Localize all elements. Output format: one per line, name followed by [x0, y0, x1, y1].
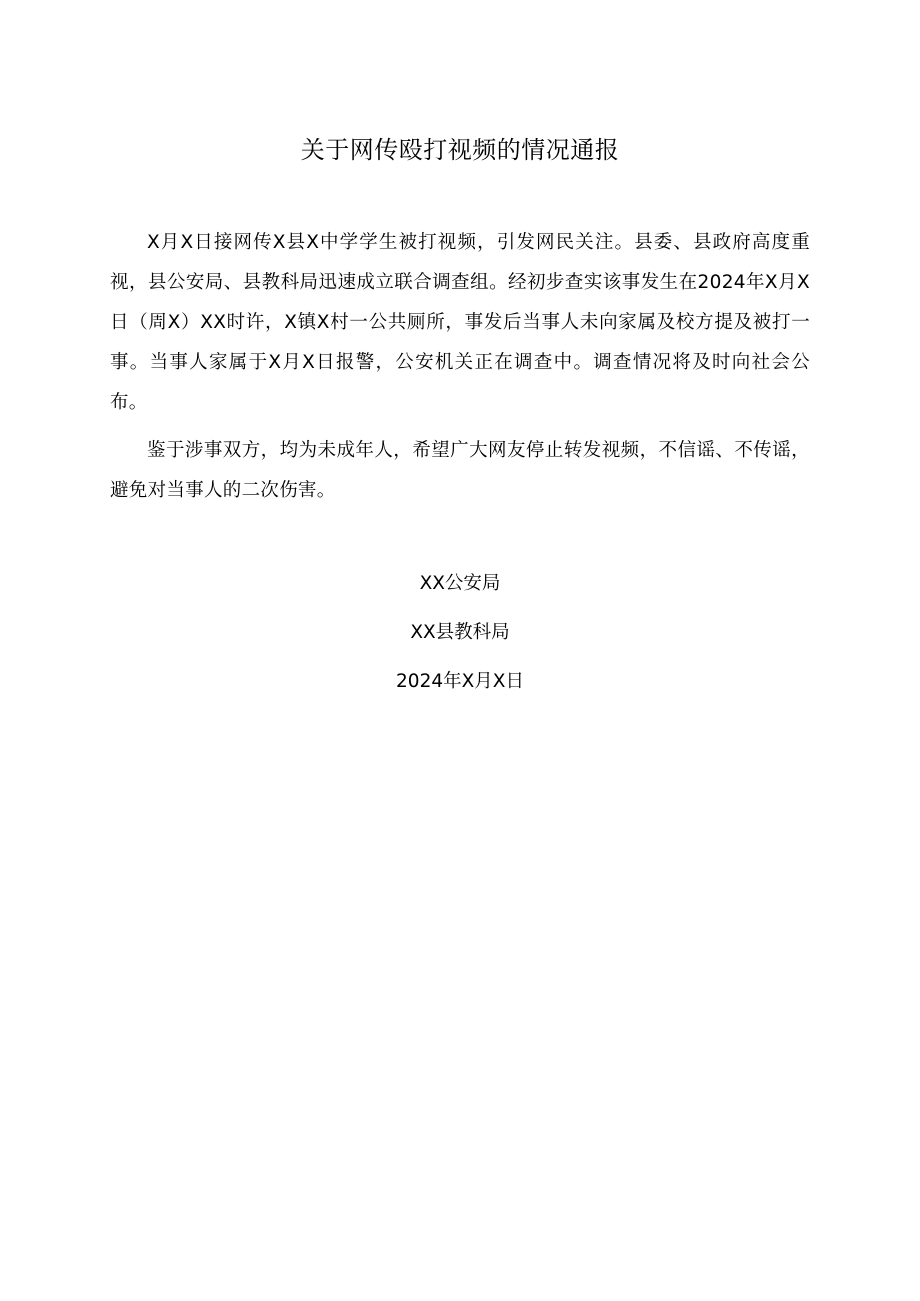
signature-education-bureau: XX县教科局	[410, 622, 510, 643]
signature-date: 2024年X月X日	[396, 671, 524, 692]
signature-police-bureau: XX公安局	[419, 573, 501, 594]
paragraph-appeal: 鉴于涉事双方，均为未成年人，希望广大网友停止转发视频，不信谣、不传谣，避免对当事人的二次伤害。	[110, 440, 810, 501]
document-body	[110, 223, 810, 519]
document-title: 关于网传殴打视频的情况通报	[300, 136, 620, 164]
paragraph-incident: X月X日接网传X县X中学学生被打视频，引发网民关注。县委、县政府高度重视，县公安局、县教科局迅速成立联合调查组。经初步查实该事发生在2024年X月X日（周X）XX时许，X镇X村一公共厕所，事发后当事人未向家属及校方提及被打一事。当事人家属于X月X日报警，公安机关正在调查中。调查情况将及时向社会公布。	[110, 232, 810, 413]
